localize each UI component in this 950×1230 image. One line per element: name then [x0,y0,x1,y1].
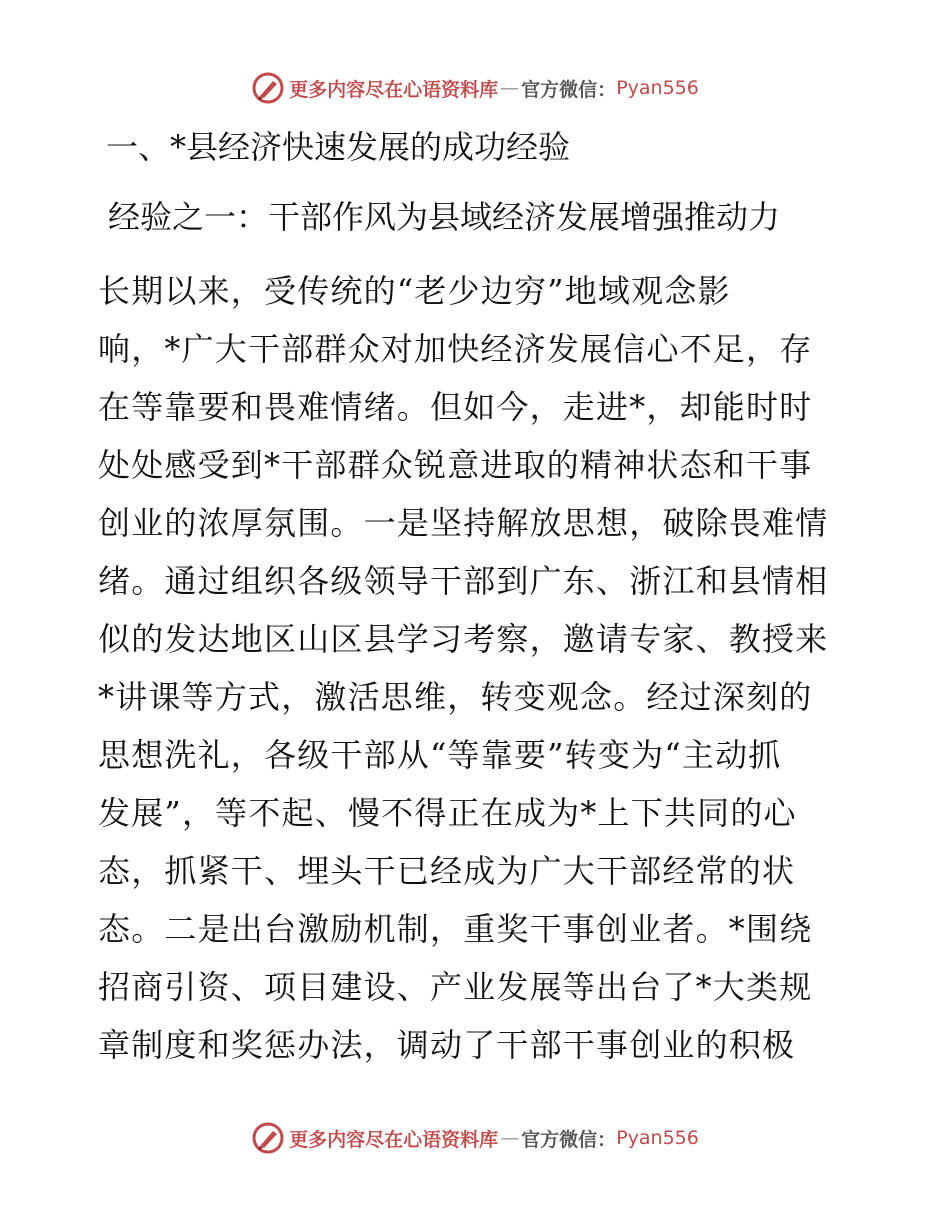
paragraph-line: 章制度和奖惩办法，调动了干部干事创业的积极 [98,1026,796,1064]
watermark-dash: — [500,1127,520,1149]
paragraph-line: 态。二是出台激励机制，重奖干事创业者。*围绕 [98,910,813,948]
paragraph-line: 处处感受到*干部群众锐意进取的精神状态和干事 [98,446,813,484]
paragraph-line: 绪。通过组织各级领导干部到广东、浙江和县情相 [98,562,829,600]
watermark-wechat-id: Pyan556 [616,1127,699,1149]
footer-watermark [0,1118,950,1158]
watermark-wechat-label: 官方微信： [521,1128,617,1151]
watermark-site-text: 更多内容尽在心语资料库 [289,1128,499,1151]
paragraph-line: *讲课等方式，激活思维，转变观念。经过深刻的 [98,678,813,716]
paragraph-line: 长期以来，受传统的“老少边穷”地域观念影 [98,272,731,310]
subsection-heading: 经验之一：干部作风为县域经济发展增强推动力 [108,198,781,236]
paragraph-line: 招商引资、项目建设、产业发展等出台了*大类规 [98,968,813,1006]
watermark-wechat-id: Pyan556 [616,77,699,99]
pen-logo-icon [251,1121,285,1155]
paragraph-line: 响，*广大干部群众对加快经济发展信心不足，存 [98,330,813,368]
header-watermark [0,68,950,108]
paragraph-line: 在等靠要和畏难情绪。但如今，走进*，却能时时 [98,388,813,426]
watermark-dash: — [500,77,520,99]
paragraph-line: 发展”，等不起、慢不得正在成为*上下共同的心 [98,794,797,832]
paragraph-line: 创业的浓厚氛围。一是坚持解放思想，破除畏难情 [98,504,829,542]
watermark-site-text: 更多内容尽在心语资料库 [289,78,499,101]
watermark-wechat-label: 官方微信： [521,78,617,101]
pen-logo-icon [251,71,285,105]
paragraph-line: 似的发达地区山区县学习考察，邀请专家、教授来 [98,620,829,658]
paragraph-line: 思想洗礼，各级干部从“等靠要”转变为“主动抓 [98,736,782,774]
section-heading: 一、*县经济快速发展的成功经验 [106,128,571,166]
paragraph-line: 态，抓紧干、埋头干已经成为广大干部经常的状 [98,852,796,890]
